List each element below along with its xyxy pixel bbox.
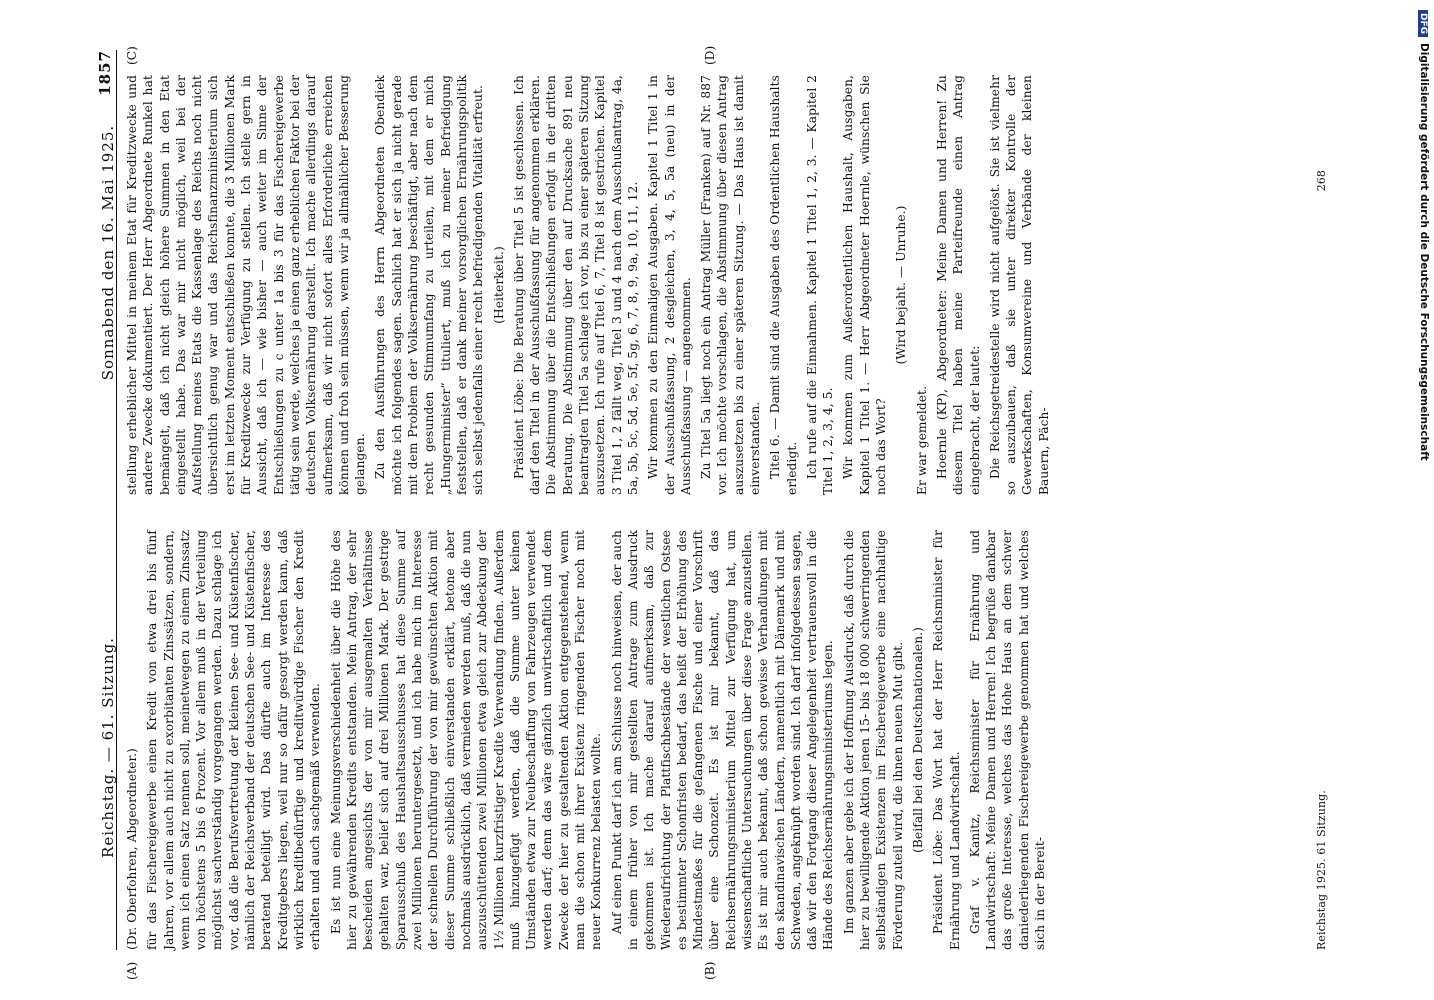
paragraph: Im ganzen aber gebe ich der Hoffnung Ausdruck, daß durch die hier zu bewilligende Aktion jenen 15- bis 18 000 schwerringenden selbständigen Existenzen im Fischereigewerbe eine nachhaltige Förderung zuteil wird, die ihnen neuen Mut gibt. (841, 530, 905, 950)
paragraph: Es ist nun eine Meinungsverschiedenheit über die Höhe des hier zu gewährenden Kredits entstanden. Mein Antrag, der sehr bescheiden angesichts der von mir ausgemalten Verhältnisse gehalten war, belief sich auf drei Millionen Mark. Der gestrige Sparausschuß des Haushaltsausschusses hat diese Summe auf zwei Millionen heruntergesetzt, und ich habe mich im Interesse der schnellen Durchführung der von mir gewünschten Aktion mit dieser Summe schließlich einverstanden erklärt, betone aber nochmals ausdrücklich, daß vermieden werden muß, daß die nun auszuschüttenden zwei Millionen etwa gleich zur Abdeckung der 1½ Millionen kurzfristiger Kredite Verwendung finden. Außerdem muß hinzugefügt werden, daß die Summe unter keinen Umständen etwa zur Neubeschaffung von Fahrzeugen verwendet werden darf; denn das wäre gänzlich unwirtschaftlich und dem Zwecke der hier zu gestaltenden Aktion entgegenstehend, wenn man die schon mit ihrer Existenz ringenden Fischer noch mit neuer Konkurrenz belasten wollte. (328, 530, 604, 950)
funding-note (1410, 10, 1430, 990)
footer-number: 268 (1315, 170, 1328, 192)
margin-marker-a: (A) (125, 961, 139, 980)
page-footer (1314, 50, 1330, 950)
header-left: Reichstag. — 61. Sitzung. (98, 637, 117, 858)
minister-speech: Graf v. Kanitz, Reichsminister für Ernährung und Landwirtschaft: Meine Damen und Herren! Ich begrüße dankbar das große Interesse, welches das Hohe Haus an dem schwer daniederliegenden Fischereigewerbe genommen hat und welches sich in der Bereit- (967, 530, 1048, 950)
paragraph: Zu den Ausführungen des Herrn Abgeordneten Obendiek möchte ich folgendes sagen. Sachlich hat er sich ja nicht gerade mit dem Problem der Volksernährung beschäftigt, aber nach dem recht gesunden Stimmumfang zu urteilen, mit dem er mich „Hungerminister“ tituliert, muß ich zu meiner Befriedigung feststellen, daß er dank meiner vorsorglichen Ernährungspolitik sich selbst jedenfalls einer recht befriedigenden Vitalität erfreut. (373, 75, 486, 495)
rotated-document (92, 45, 1342, 980)
dfg-logo: DFG (1418, 10, 1428, 37)
paragraph: für das Fischereigewerbe einen Kredit von etwa drei bis fünf Jahren, vor allem auch nicht zu exorbitanten Zinssätzen, sondern, wenn ich einen Satz nennen soll, meinetwegen zu einem Zinssatz von höchstens 5 bis 6 Prozent. Vor allem muß in der Verteilung möglichst sachverständig vorgegangen werden. Dazu schlage ich vor, daß die Berufsvertretung der kleinen See- und Küstenfischer, nämlich der Reichsverband der deutschen See- und Küstenfischer, beratend beteiligt wird. Das dürfte auch im Interesse des Kreditgebers liegen, weil nur so dafür gesorgt werden kann, daß wirklich kreditbedürftige und kreditwürdige Fischer den Kredit erhalten und auch sachgemäß verwenden. (145, 530, 323, 950)
funding-sidebar (1412, 10, 1432, 990)
laughter-note: (Heiterkeit.) (491, 246, 506, 324)
page-number: 1857 (95, 50, 114, 96)
paragraph: Ich rufe auf die Einnahmen. Kapitel 1 Titel 1, 2, 3. — Kapitel 2 Titel 1, 2, 3, 4, 5. (804, 75, 836, 495)
speaker-continuation: (Dr. Oberfohren, Abgeordneter.) (125, 748, 139, 950)
president-remark: Präsident Löbe: Die Beratung über Titel 5 ist geschlossen. Ich darf den Titel in der Ausschußfassung für angenommen erklären. Die Abstimmung über die Entschließungen erfolgt in der dritten Beratung. Die Abstimmung über den auf Drucksache 891 neu beantragten Titel 5a schlage ich vor, bis zu einer späteren Sitzung auszusetzen. Ich rufe auf Titel 6, 7, Titel 8 ist gestrichen. Kapitel 3 Titel 1, 2 fällt weg, Titel 3 und 4 nach dem Ausschußantrag, 4a, 5a, 5b, 5c, 5d, 5e, 5f, 5g, 6, 7, 8, 9, 9a, 10, 11, 12. (511, 75, 640, 495)
president-remark: Präsident Löbe: Das Wort hat der Herr Reichsminister für Ernährung und Landwirtschaft. (931, 530, 962, 950)
margin-marker-b: (B) (703, 961, 717, 980)
column-left (124, 530, 1052, 950)
margin-marker-d: (D) (703, 45, 717, 65)
header-right: Sonnabend den 16. Mai 1925. (98, 124, 117, 381)
margin-marker-c: (C) (125, 46, 139, 65)
interjection-note: (Wird bejaht. — Unruhe.) (894, 205, 909, 365)
applause-note: (Beifall bei den Deutschnationalen.) (910, 627, 925, 854)
paragraph: Auf einen Punkt darf ich am Schlusse noch hinweisen, der auch in einem früher von mir gestellten Antrage zum Ausdruck gekommen ist. Ich mache darauf aufmerksam, daß zur Wiederaufrichtung der Plattfischbestände der westlichen Ostsee es bestimmter Schonfristen bedarf, das heißt der Erhöhung des Mindestmaßes für die gefangenen Fische und einer Vorschrift über eine Schonzeit. Es ist mir bekannt, daß das Reichsernährungsministerium Mittel zur Verfügung hat, um wissenschaftliche Untersuchungen über diese Frage anzustellen. Es ist mir auch bekannt, daß schon gewisse Verhandlungen mit den skandinavischen Ländern, namentlich mit Dänemark und mit Schweden, angeknüpft worden sind. Ich darf infolgedessen sagen, daß wir den Fortgang dieser Angelegenheit vertrauensvoll in die Hände des Reichsernährungsministeriums legen. (609, 530, 836, 950)
paragraph: Zu Titel 5a liegt noch ein Antrag Müller (Franken) auf Nr. 887 vor. Ich möchte vorschlagen, die Abstimmung über diesen Antrag auszusetzen bis zu einer späteren Sitzung. — Das Haus ist damit einverstanden. (699, 75, 762, 495)
paragraph: stellung erheblicher Mittel in meinem Etat für Kreditzwecke und andere Zwecke dokumentiert. Der Herr Abgeordnete Runkel hat bemängelt, daß ich nicht gleich höhere Summen in den Etat eingestellt habe. Das war mir nicht möglich, weil bei der Aufstellung meines Etats die Kassenlage des Reichs noch nicht übersichtlich genug war und das Reichsfinanzministerium sich erst im letzten Moment entschließen konnte, die 3 Millionen Mark für Kreditzwecke zur Verfügung zu stellen. Ich stelle gern in Aussicht, daß ich — wie bisher — auch weiter im Sinne der Entschließungen zu c unter 1a bis 3 für das Fischereigewerbe tätig sein werde, welches ja einen ganz erheblichen Faktor bei der deutschen Volksernährung darstellt. Ich mache allerdings darauf aufmerksam, daß wir nicht sofort alles Erforderliche erreichen können und froh sein müssen, wenn wir ja allmählicher Besserung gelangen. (125, 75, 368, 495)
paragraph: Titel 6. — Damit sind die Ausgaben des Ordentlichen Haushalts erledigt. (768, 75, 799, 495)
page-header (92, 50, 117, 950)
paragraph: Er war gemeldet. (914, 385, 929, 495)
paragraph: Wir kommen zum Außerordentlichen Haushalt, Ausgaben, Kapitel 1 Titel 1. — Herr Abgeordneter Hoernle, wünschen Sie noch das Wort? (841, 75, 889, 495)
column-right (124, 75, 1056, 495)
speaker-speech: Hoernle (KP), Abgeordneter: Meine Damen und Herren! Zu diesem Titel haben meine Parteifreunde einen Antrag eingebracht, der lautet: (934, 75, 982, 495)
paragraph: Wir kommen zu den Einmaligen Ausgaben. Kapitel 1 Titel 1 in der Ausschußfassung, 2 desgleichen, 3, 4, 5, 5a (neu) in der Ausschußfassung — angenommen. (646, 75, 693, 495)
funding-text: Digitalisierung gefördert durch die Deutsche Forschungsgemeinschaft (1418, 43, 1430, 461)
quoted-motion: Die Reichsgetreidestelle wird nicht aufgelöst. Sie ist vielmehr so auszubauen, daß sie unter direkter Kontrolle der Gewerkschaften, Konsumvereine und Verbände der kleinen Bauern, Päch- (987, 75, 1051, 495)
footer-left: Reichstag 1925. 61 Sitzung. (1315, 790, 1328, 950)
